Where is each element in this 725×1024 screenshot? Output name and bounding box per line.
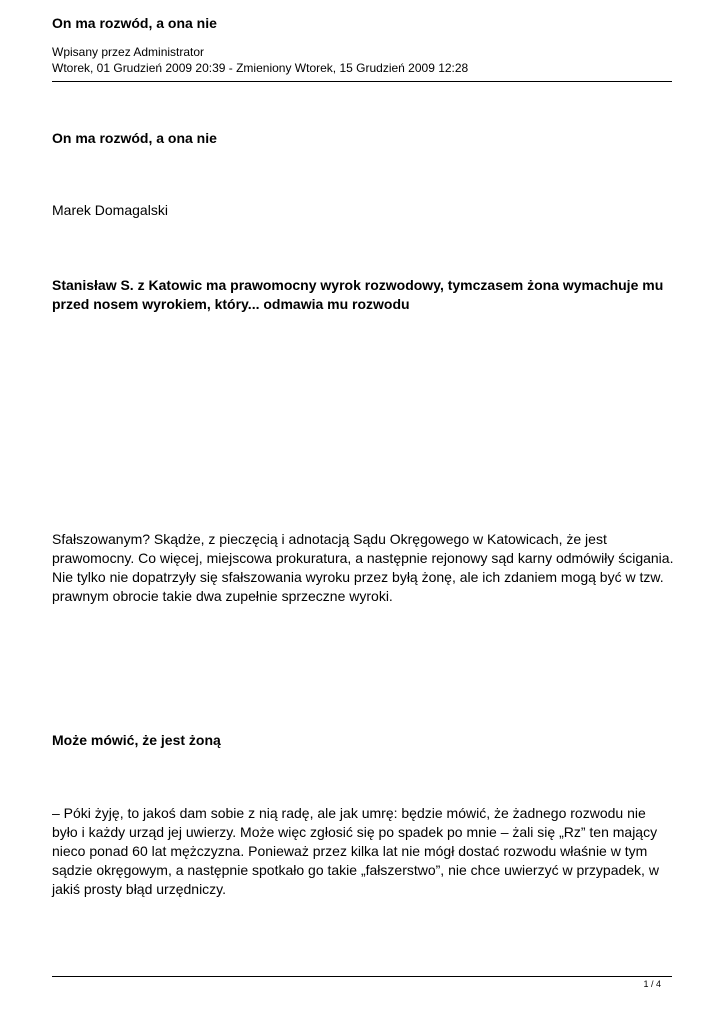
header-divider bbox=[52, 81, 672, 82]
article-paragraph: Sfałszowanym? Skądże, z pieczęcią i adnotacją Sądu Okręgowego w Katowicach, że jest prawomocny. Co więcej, miejscowa prokuratura, a następnie rejonowy sąd karny odmówiły ścigania. Nie tylko nie dopatrzyły się sfałszowania wyroku przez byłą żonę, ale ich zdaniem mogą być w tzw. prawnym obrocie takie dwa zupełnie sprzeczne wyroki. bbox=[52, 531, 674, 604]
article-paragraph: – Póki żyję, to jakoś dam sobie z nią radę, ale jak umrę: będzie mówić, że żadnego rozwodu nie było i każdy urząd jej uwierzy. Może więc zgłosić się po spadek po mnie – żali się „Rz” ten mający nieco ponad 60 lat mężczyzna. Ponieważ przez kilka lat nie mógł dostać rozwodu właśnie w tym sądzie okręgowym, a następnie spotkało go takie „fałszerstwo”, nie chce uwierzyć w przypadek, w jakiś prosty błąd urzędniczy. bbox=[52, 805, 659, 897]
article-lead: Stanisław S. z Katowic ma prawomocny wyrok rozwodowy, tymczasem żona wymachuje mu przed nosem wyrokiem, który... odmawia mu rozwodu bbox=[52, 277, 664, 312]
article-author: Marek Domagalski bbox=[52, 202, 168, 218]
article-subheading: Może mówić, że jest żoną bbox=[52, 732, 221, 748]
date-line: Wtorek, 01 Grudzień 2009 20:39 - Zmieniony Wtorek, 15 Grudzień 2009 12:28 bbox=[52, 61, 469, 75]
footer-divider bbox=[52, 976, 672, 977]
author-line: Wpisany przez Administrator bbox=[52, 45, 205, 59]
header-title: On ma rozwód, a ona nie bbox=[52, 15, 217, 31]
page-number: 1 / 4 bbox=[643, 979, 661, 989]
article-title: On ma rozwód, a ona nie bbox=[52, 130, 217, 146]
page-header bbox=[52, 14, 672, 76]
header-meta bbox=[52, 44, 672, 76]
